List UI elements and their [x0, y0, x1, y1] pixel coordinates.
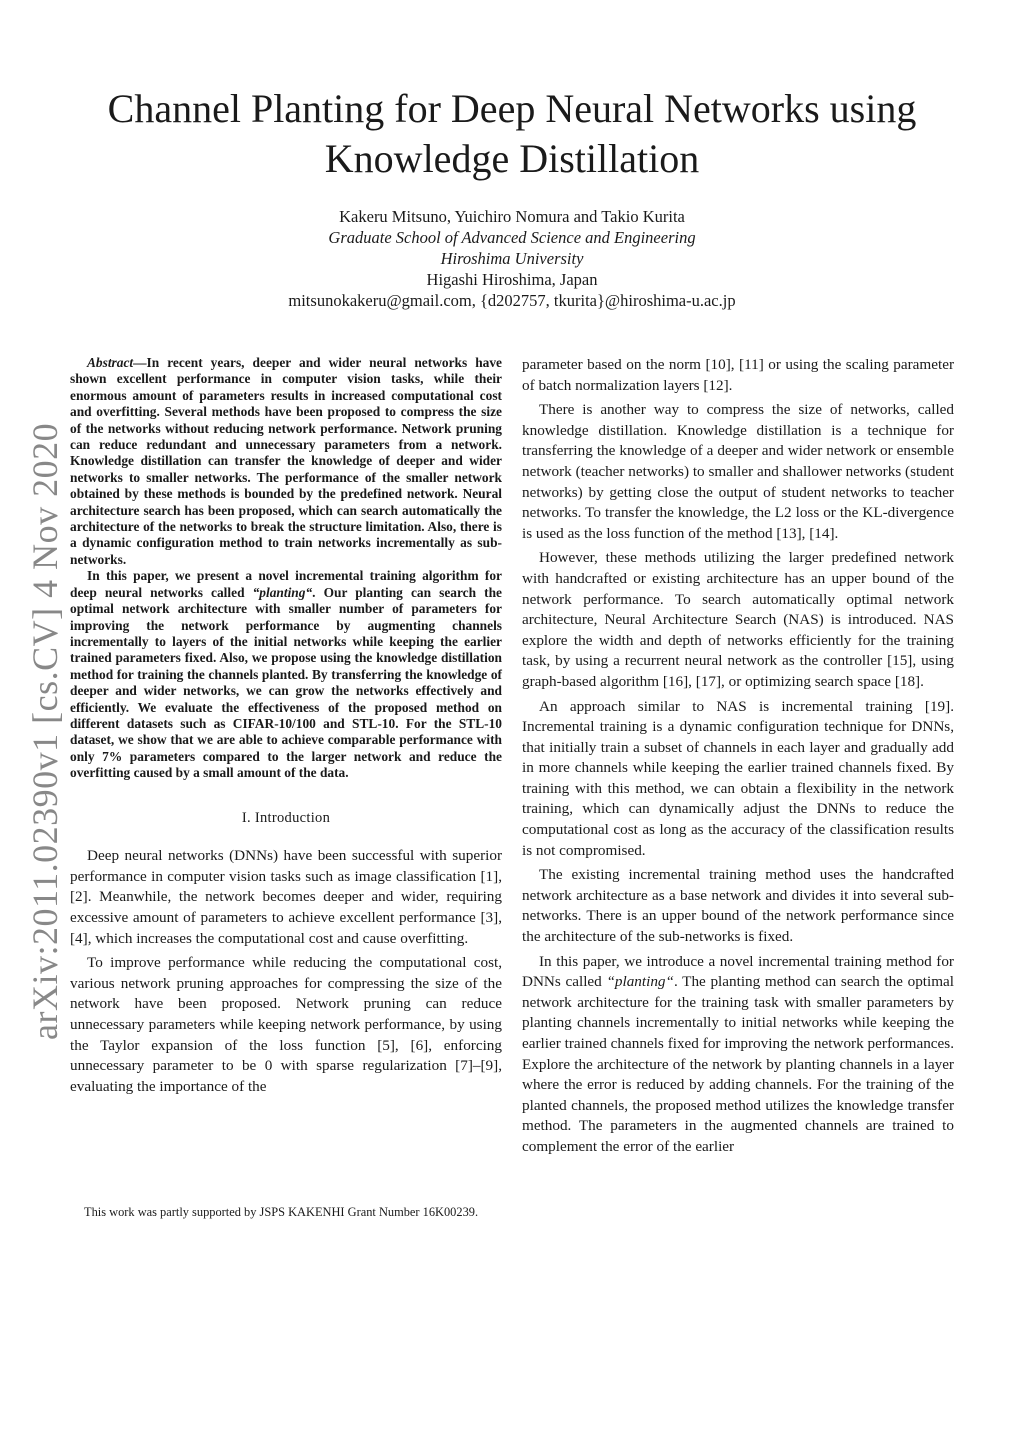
abstract-paragraph-2: [70, 568, 502, 781]
arxiv-identifier: arXiv:2011.02390v1 [cs.CV] 4 Nov 2020: [25, 422, 65, 1040]
abstract: [70, 355, 502, 782]
right-paragraph-5: The existing incremental training method uses the handcrafted network architecture as a base network and divides it into several sub-networks. There is an upper bound of the network performance since the architecture of the sub-networks is fixed.: [522, 866, 954, 946]
affiliation-school: Graduate School of Advanced Science and Engineering: [328, 228, 696, 247]
right-paragraph-1: parameter based on the norm [10], [11] or using the scaling parameter of batch normalization layers [12].: [522, 356, 954, 394]
right-paragraph-6: [522, 952, 954, 1158]
author-location: Higashi Hiroshima, Japan: [426, 270, 598, 289]
intro-paragraph-1: Deep neural networks (DNNs) have been successful with superior performance in computer vision tasks such as image classification [1], [2]. Meanwhile, the network becomes deeper and wider, requiring excessive amount of parameters to achieve excellent performance [3], [4], which increases the computational cost and cause overfitting.: [70, 847, 502, 947]
abstract-paragraph-1: [70, 355, 502, 568]
abstract-dash: —: [133, 355, 147, 370]
paper-title: Channel Planting for Deep Neural Networks using Knowledge Distillation: [107, 86, 917, 181]
author-block: [120, 206, 904, 311]
abstract-label: Abstract: [87, 355, 134, 370]
right-text-6a: In this paper, we introduce a novel incremental training method for DNNs called: [522, 952, 954, 991]
abstract-text-1: In recent years, deeper and wider neural networks have shown excellent performance in computer vision tasks, while their enormous amount of parameters results in increased computational cost and overfitting. Several methods have been proposed to compress the size of the networks without reducing network performance. Network pruning can reduce redundant and unnecessary parameters from a network. Knowledge distillation can transfer the knowledge of deeper and wider networks to smaller networks. The performance of the smaller network obtained by these methods is bounded by the predefined network. Neural architecture search has been proposed, which can search automatically the architecture of the networks to break the structure limitation. Also, there is a dynamic configuration method to train networks incrementally as sub-networks.: [70, 355, 502, 567]
introduction-body: [70, 846, 502, 1097]
abstract-planting-term: “planting“: [252, 584, 313, 600]
right-paragraph-2: There is another way to compress the size of networks, called knowledge distillation. Knowledge distillation is a technique for transferring the knowledge of a deeper and wider network or ensemble network (teacher networks) to smaller and shallower networks (student networks) by getting close the output of student networks to teacher networks. To transfer the knowledge, the L2 loss or the KL-divergence is used as the loss function of the method [13], [14].: [522, 401, 954, 542]
author-emails: mitsunokakeru@gmail.com, {d202757, tkurita}@hiroshima-u.ac.jp: [288, 291, 736, 310]
author-names: Kakeru Mitsuno, Yuichiro Nomura and Takio Kurita: [339, 207, 685, 226]
abstract-text-2a: In this paper, we present a novel incremental training algorithm for deep neural networks called: [70, 568, 502, 600]
right-planting-term: “planting“: [606, 973, 674, 991]
left-column: [70, 355, 502, 1101]
affiliation-university: Hiroshima University: [440, 249, 584, 268]
right-text-6b: . The planting method can search the optimal network architecture for the training task with smaller parameters by planting channels incrementally to initial networks while keeping the earlier trained channels fixed for improving the network performances. Explore the architecture of the network by planting channels in a layer where the error is reduced by adding channels. For the training of the planted channels, the proposed method utilizes the knowledge transfer method. The parameters in the augmented channels are trained to complement the error of the earlier: [522, 973, 954, 1155]
funding-footnote: This work was partly supported by JSPS KAKENHI Grant Number 16K00239.: [84, 1205, 479, 1219]
abstract-text-2b: . Our planting can search the optimal network architecture with smaller number of parameters for improving the network performance by augmenting channels incrementally to layers of the initial networks while keeping the earlier trained parameters fixed. Also, we propose using the knowledge distillation method for training the channels planted. By transferring the knowledge of deeper and wider networks, we can grow the networks effectively and efficiently. We evaluate the effectiveness of the proposed method on different datasets such as CIFAR-10/100 and STL-10. For the STL-10 dataset, we show that we are able to achieve comparable performance with only 7% parameters compared to the larger network and reduce the overfitting caused by a small amount of the data.: [70, 584, 502, 781]
section-heading-introduction: I. Introduction: [241, 809, 331, 826]
right-paragraph-4: An approach similar to NAS is incremental training [19]. Incremental training is a dynamic configuration technique for DNNs, that initially train a subset of channels in each layer and gradually add in more channels while keeping the earlier trained channels fixed. By training with this method, we can obtain a flexibility in the network training, which can dynamically adjust the DNNs to reduce the computational cost as long as the accuracy of the classification results is not compromised.: [522, 697, 954, 859]
right-paragraph-3: However, these methods utilizing the larger predefined network with handcrafted or existing architecture has an upper bound of the network performance. To search automatically optimal network architecture, Neural Architecture Search (NAS) is introduced. NAS explore the width and depth of networks efficiently for the training task, by using a recurrent neural network as the controller [15], using graph-based algorithm [16], [17], or optimizing search space [18].: [522, 549, 954, 690]
right-column: [522, 355, 954, 1162]
intro-paragraph-2: To improve performance while reducing the computational cost, various network pruning approaches for compressing the size of the network have been proposed. Network pruning can reduce unnecessary parameters while keeping network performance, by using the Taylor expansion of the loss function [5], [6], enforcing unnecessary parameter to be 0 with sparse regularization [7]–[9], evaluating the importance of the: [70, 954, 502, 1095]
